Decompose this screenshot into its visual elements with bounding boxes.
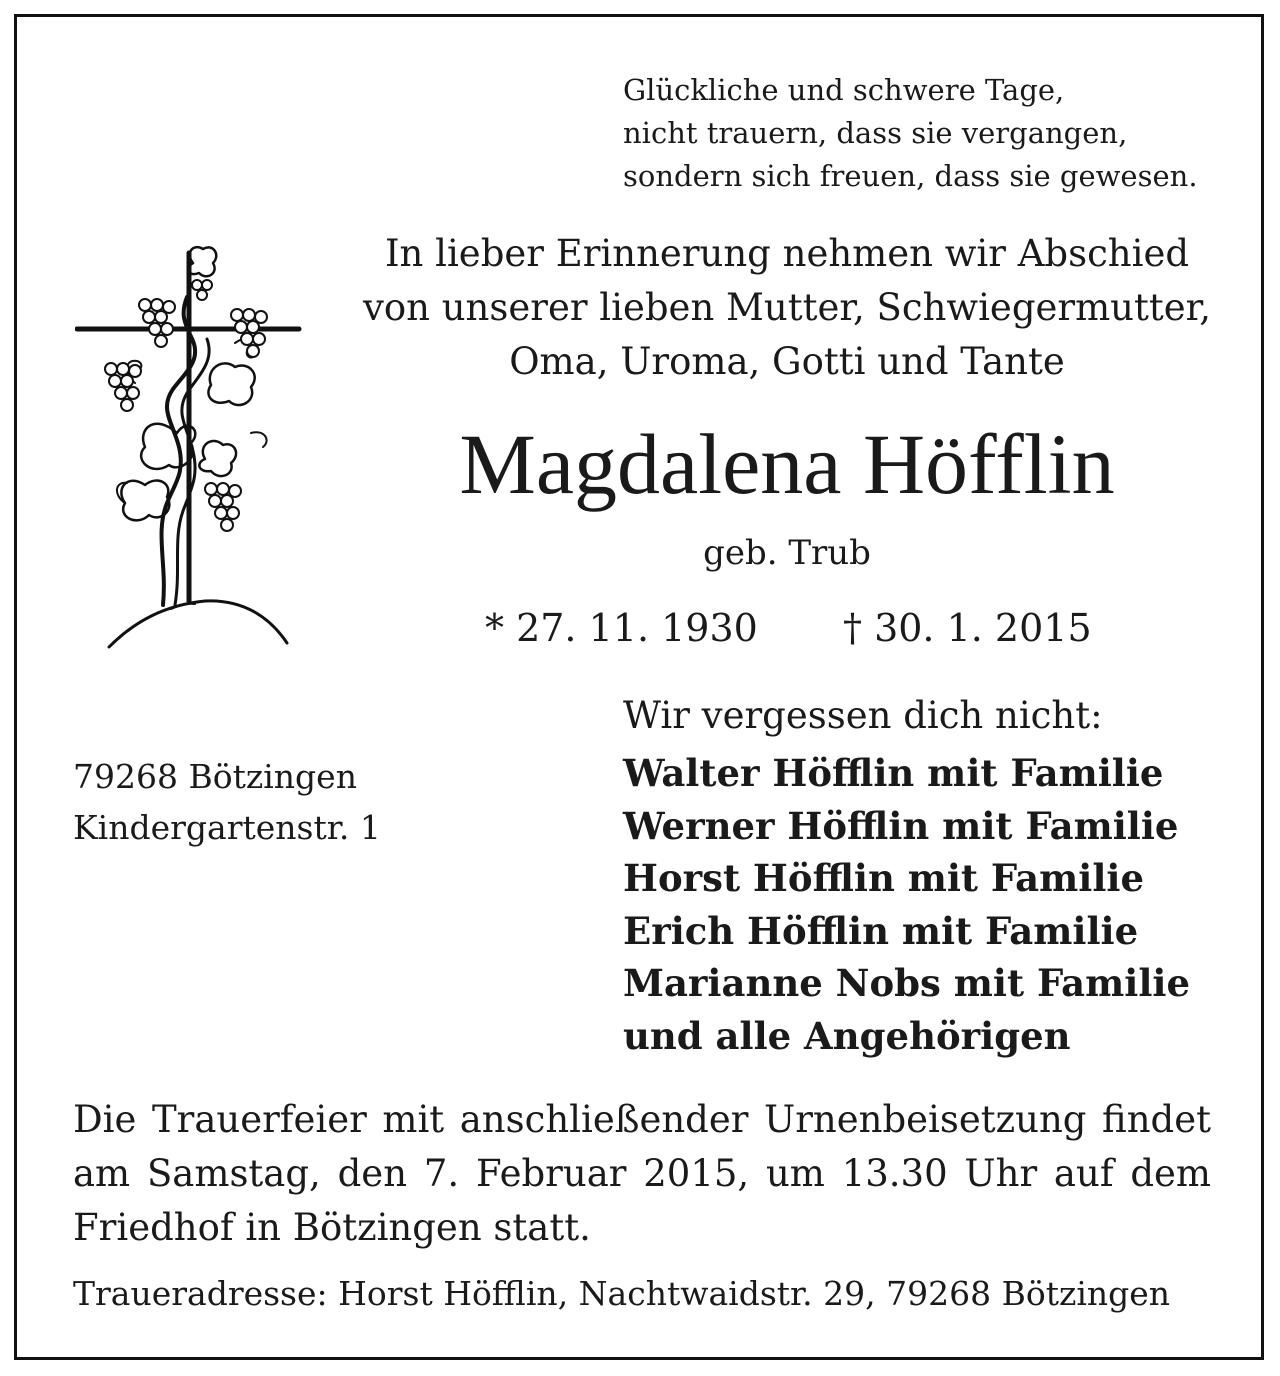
mourning-address: Traueradresse: Horst Höfflin, Nachtwaidstr. 29, 79268 Bötzingen [73,1274,1171,1313]
mourner-name: Horst Höfflin mit Familie [623,856,1144,900]
poem-line: nicht trauern, dass sie vergangen, [623,116,1128,150]
intro-line: In lieber Erinnerung nehmen wir Abschied [384,232,1190,275]
obituary-notice [14,14,1264,1360]
maiden-name: geb. Trub [703,533,871,573]
mourner-name: Marianne Nobs mit Familie [623,961,1191,1005]
intro-line: von unserer lieben Mutter, Schwiegermutter, [362,286,1212,329]
poem-quote [623,69,1198,198]
mourner-name: Werner Höfflin mit Familie [623,803,1179,848]
mourner-name: Erich Höfflin mit Familie [623,908,1139,953]
mourner-name: und alle Angehörigen [623,1013,1071,1058]
ceremony-line: am Samstag, den 7. Februar 2015, um 13.30 Uhr auf dem [73,1152,1211,1195]
intro-text [317,227,1257,389]
mourners-heading: Wir vergessen dich nicht: [623,694,1103,737]
ceremony-details [73,1093,1211,1255]
address-line: Kindergartenstr. 1 [73,808,381,847]
poem-line: Glückliche und schwere Tage, [623,73,1065,107]
home-address [73,751,381,853]
mourner-name: Walter Höfflin mit Familie [623,751,1164,795]
deceased-name: Magdalena Höfflin [459,416,1115,512]
address-line: 79268 Bötzingen [73,757,357,796]
cross-with-grapevine-icon [75,233,303,651]
poem-line: sondern sich freuen, dass sie gewesen. [623,159,1198,193]
ceremony-line: Friedhof in Bötzingen statt. [73,1206,591,1249]
birth-date: * 27. 11. 1930 [485,606,758,650]
death-date: † 30. 1. 2015 [843,606,1092,650]
ceremony-line: Die Trauerfeier mit anschließender Urnenbeisetzung findet [73,1098,1211,1141]
mourners-list [623,747,1190,1062]
intro-line: Oma, Uroma, Gotti und Tante [509,340,1065,383]
